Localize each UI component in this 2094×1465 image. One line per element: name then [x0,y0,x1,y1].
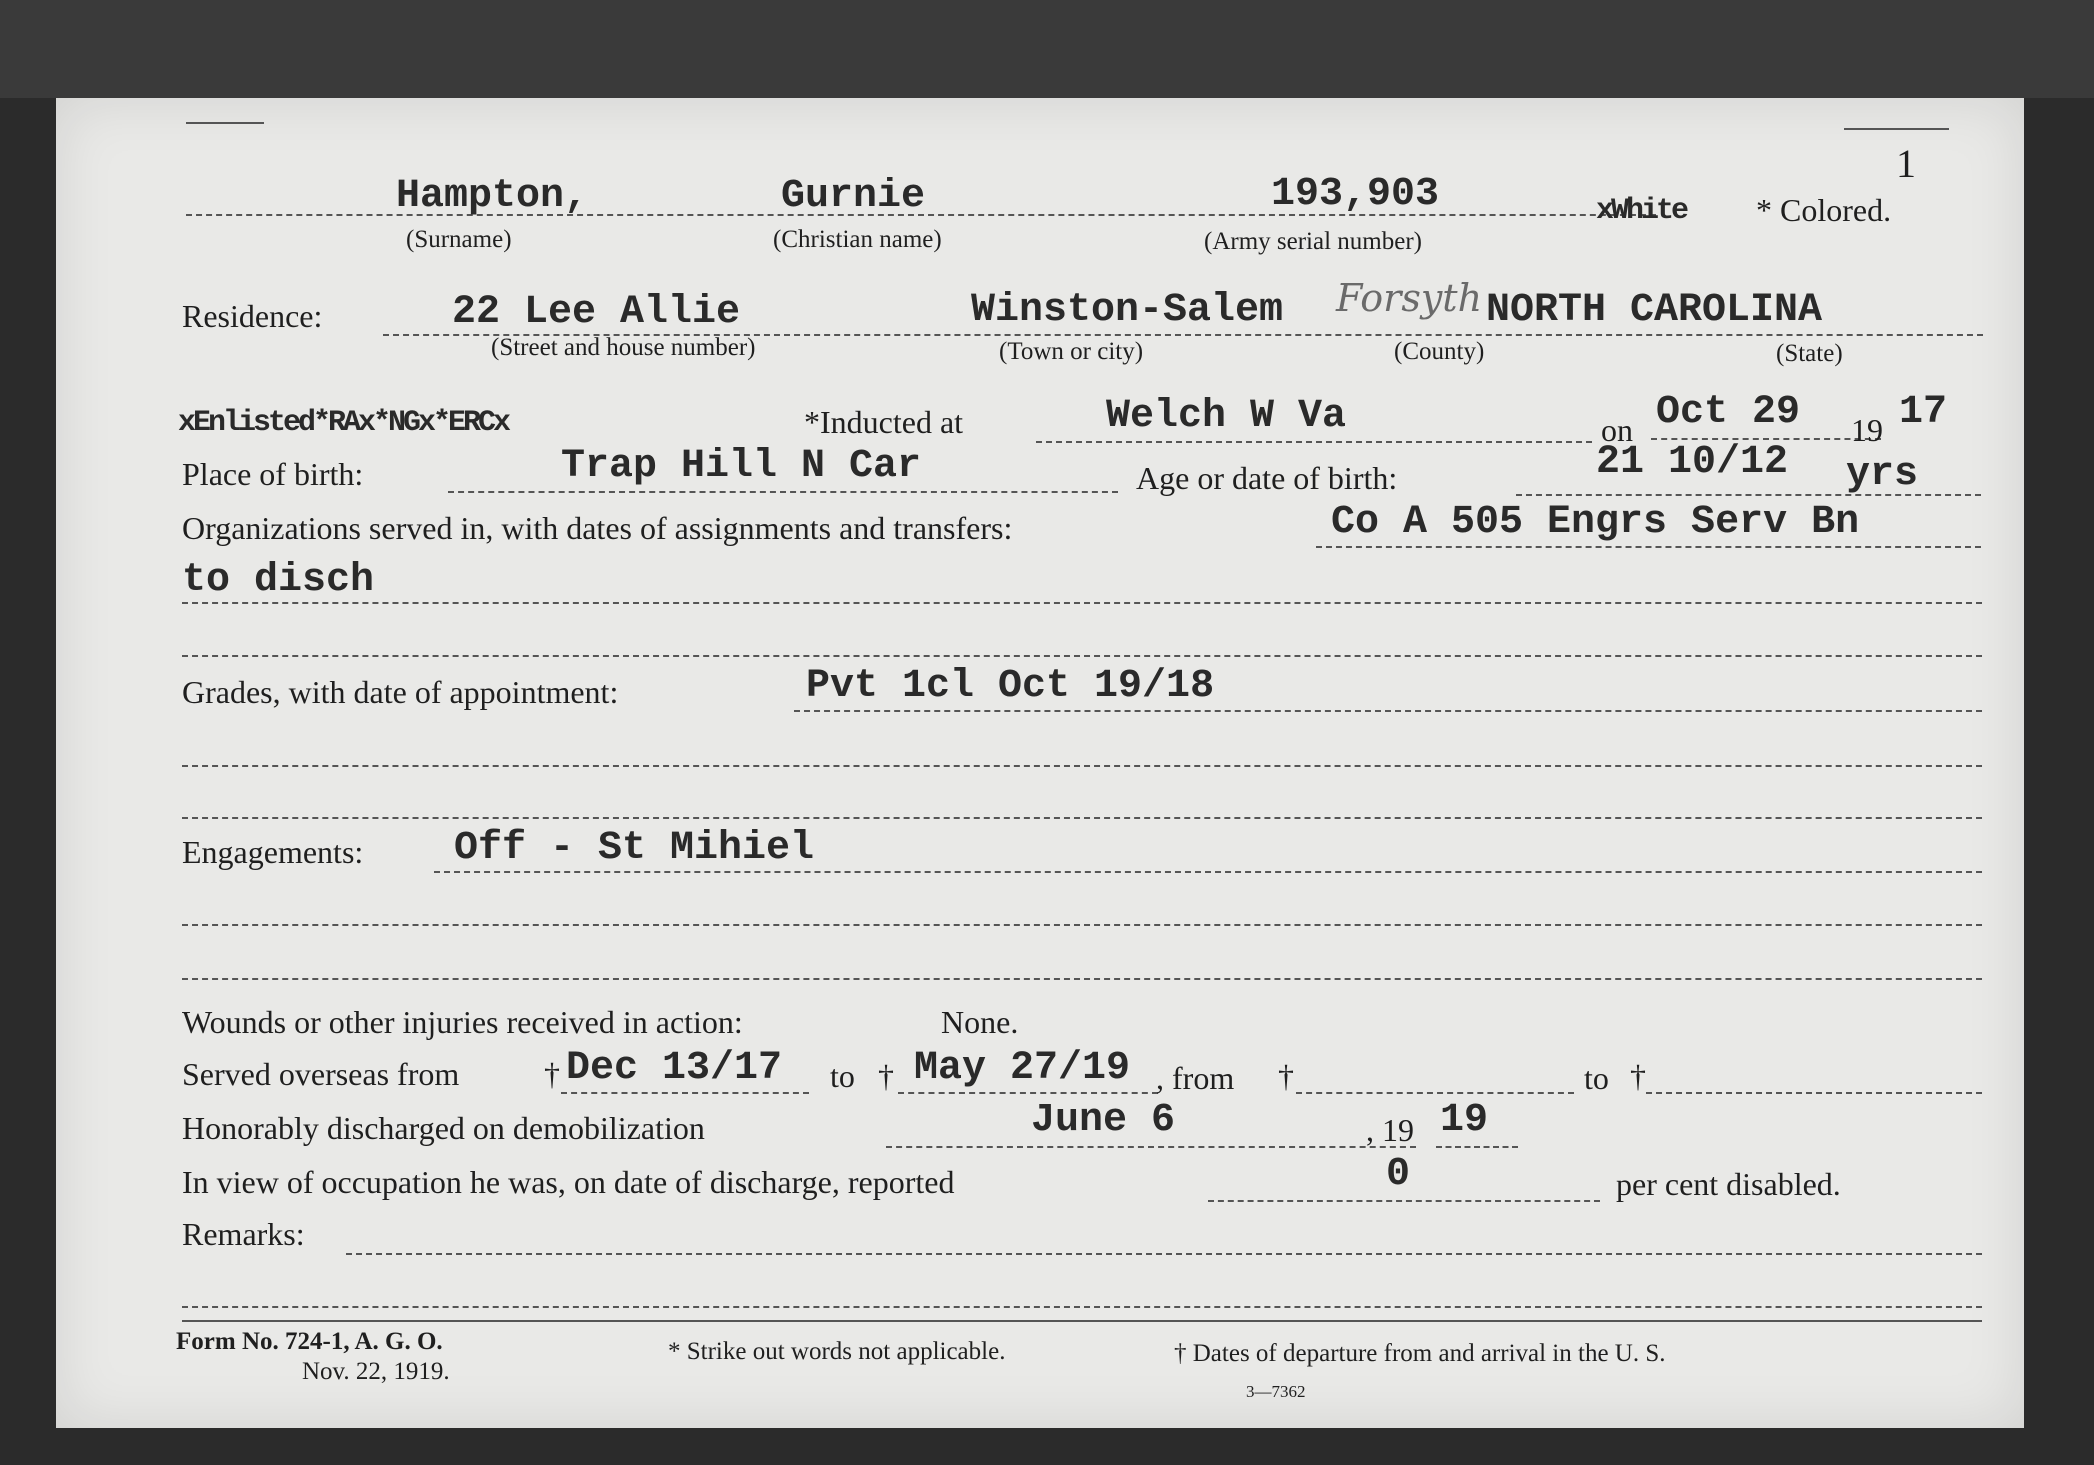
dagger-2: † [878,1058,894,1094]
residence-label: Residence: [182,298,323,334]
age-label: Age or date of birth: [1136,460,1398,496]
disability-value: 0 [1386,1152,1411,1197]
grades-label: Grades, with date of appointment: [182,674,619,710]
inducted-date: Oct 29 [1656,390,1801,435]
discharged-label: Honorably discharged on demobilization [182,1110,705,1146]
birthplace-line [448,491,1118,493]
birthplace-label: Place of birth: [182,456,364,492]
christian-caption: (Christian name) [773,226,942,253]
to-label-2: to [1584,1060,1609,1096]
scanner-background [0,0,2094,98]
discharge-year-line [1436,1146,1518,1148]
year-prefix: 19 [1851,412,1883,448]
remarks-line-2 [182,1306,1982,1308]
page-number: 1 [1896,141,1916,186]
county-handwritten: Forsyth [1336,276,1483,320]
overseas-from-line [561,1092,809,1094]
enlisted-struck: xEnlisted*RAx*NGx*ERCx [178,406,509,440]
surname-caption: (Surname) [406,226,512,253]
orgs-line-3 [182,655,1982,657]
engagements: Off - St Mihiel [454,826,815,871]
on-label: on [1601,412,1633,448]
discharge-line [886,1146,1416,1148]
footnote-strike: * Strike out words not applicable. [668,1338,1006,1365]
state: NORTH CAROLINA [1486,288,1823,333]
wounds-value: None. [941,1004,1019,1040]
race-struck: xWhite [1596,194,1687,228]
street-caption: (Street and house number) [491,334,756,361]
footer-rule [182,1320,1982,1322]
disabled-label: per cent disabled. [1616,1166,1841,1202]
engagements-line-2 [182,924,1982,926]
occupation-label: In view of occupation he was, on date of discharge, reported [182,1164,955,1200]
discharge-year-prefix: , 19 [1366,1112,1414,1148]
dagger-3: † [1278,1058,1294,1094]
overseas-label: Served overseas from [182,1056,460,1092]
inducted-line [1036,441,1592,443]
remarks-line-1 [346,1253,1982,1255]
grades-line-2 [182,765,1982,767]
town: Winston-Salem [971,288,1284,333]
inducted-label: *Inducted at [804,404,964,440]
birthplace: Trap Hill N Car [561,444,922,489]
race-label: * Colored. [1756,192,1892,228]
from-label: , from [1156,1060,1235,1096]
county-caption: (County) [1394,338,1485,365]
print-code: 3—7362 [1246,1382,1306,1401]
street: 22 Lee Allie [452,290,741,335]
engagements-label: Engagements: [182,834,364,870]
form-number: Form No. 724-1, A. G. O. [176,1328,443,1355]
dagger-1: † [544,1056,560,1092]
town-caption: (Town or city) [999,338,1144,365]
discharge-year: 19 [1440,1098,1489,1143]
orgs-line-2 [182,602,1982,604]
orgs-label: Organizations served in, with dates of assignments and transfers: [182,510,1013,546]
remarks-label: Remarks: [182,1216,305,1252]
overseas-from: Dec 13/17 [566,1046,783,1091]
christian-name: Gurnie [781,174,926,219]
discharge-date: June 6 [1031,1098,1176,1143]
state-caption: (State) [1776,340,1843,367]
disability-line [1208,1200,1600,1202]
engagements-line-3 [182,978,1982,980]
surname: Hampton, [396,174,589,219]
overseas-to: May 27/19 [914,1046,1131,1091]
service-record-card [56,98,2024,1428]
grades: Pvt 1cl Oct 19/18 [806,664,1215,709]
serial-number: 193,903 [1271,172,1440,217]
form-date: Nov. 22, 1919. [302,1358,450,1385]
corner-rule-right [1844,128,1949,130]
grades-line-1 [794,710,1982,712]
overseas-from2-line [1296,1092,1574,1094]
orgs-line-1 [1316,546,1981,548]
orgs-line2: to disch [182,558,375,603]
footnote-dates: † Dates of departure from and arrival in the U. S. [1174,1340,1666,1367]
dagger-4: † [1630,1058,1646,1094]
wounds-label: Wounds or other injuries received in action: [182,1004,743,1040]
to-label-1: to [830,1058,855,1094]
inducted-year: 17 [1899,390,1948,435]
orgs-line1: Co A 505 Engrs Serv Bn [1331,500,1860,545]
serial-caption: (Army serial number) [1204,228,1422,255]
overseas-to-line [898,1092,1158,1094]
engagements-line-1 [434,871,1982,873]
grades-line-3 [182,817,1982,819]
corner-rule-left [186,122,264,124]
age-unit: yrs [1846,452,1919,497]
overseas-to2-line [1646,1092,1982,1094]
age: 21 10/12 [1596,440,1789,485]
inducted-at: Welch W Va [1106,394,1347,439]
